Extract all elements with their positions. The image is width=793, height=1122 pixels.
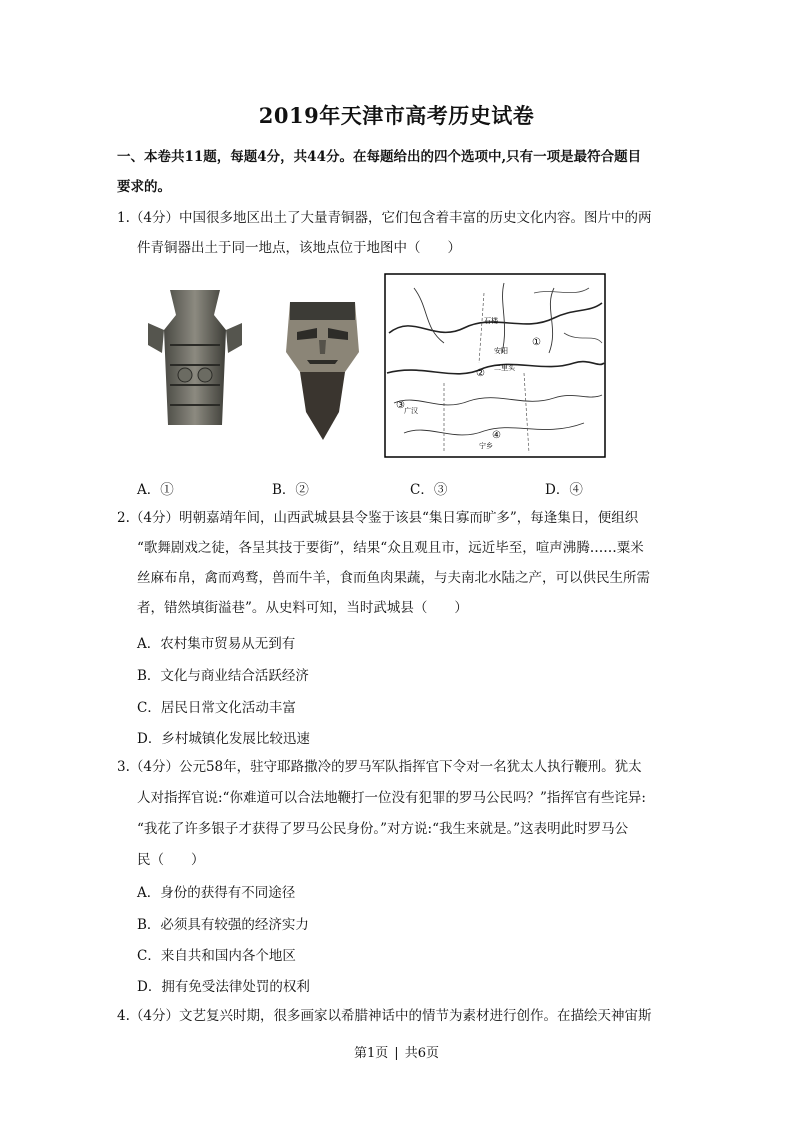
q3-stem-line4: 民（ ） (137, 852, 205, 868)
q3-stem-line2: 人对指挥官说:“你难道可以合法地鞭打一位没有犯罪的罗马公民吗？”指挥官有些诧异: (137, 790, 646, 806)
q3-stem-line3: “我花了许多银子才获得了罗马公民身份。”对方说:“我生来就是。”这表明此时罗马公 (137, 821, 629, 837)
q2-option-b[interactable]: B．文化与商业结合活跃经济 (137, 668, 309, 684)
q4-stem-line1: 4.（4分）文艺复兴时期，很多画家以希腊神话中的情节为素材进行创作。在描绘天神宙斯 (117, 1008, 652, 1024)
map-label-ningxiang: 宁乡 (479, 443, 493, 450)
map-label-guanghan: 广汉 (404, 408, 418, 415)
q3-option-d[interactable]: D．拥有免受法律处罚的权利 (137, 979, 310, 995)
map-label-shilou: 石楼 (484, 318, 498, 325)
q2-stem-line2: “歌舞剧戏之徒，各呈其技于要街”，结果“众且观且市，远近毕至，喧声沸腾……粟米 (137, 540, 644, 556)
q2-option-d[interactable]: D．乡村城镇化发展比较迅速 (137, 731, 310, 747)
page-footer (0, 1042, 793, 1061)
q1-stem-line2: 件青铜器出土于同一地点，该地点位于地图中（ ） (137, 240, 461, 256)
footer-total-pages: 共6页 (404, 1046, 439, 1061)
map-label-erlitou: 二里头 (494, 365, 515, 372)
page-title: 2019年天津市高考历史试卷 (258, 103, 535, 128)
q3-option-a[interactable]: A．身份的获得有不同途径 (137, 885, 296, 901)
section-instructions (117, 142, 687, 202)
map-marker-1: ① (532, 337, 541, 348)
q2-stem-line3: 丝麻布帛，禽而鸡鹜，兽而牛羊，食而鱼肉果蔬，与夫南北水陆之产，可以供民生所需 (137, 570, 650, 586)
q3-stem-line1: 3.（4分）公元58年，驻守耶路撒冷的罗马军队指挥官下令对一名犹太人执行鞭刑。犹太 (117, 759, 642, 775)
map-label-anyang: 安阳 (494, 348, 508, 355)
footer-separator: | (394, 1046, 399, 1061)
q3-option-c[interactable]: C．来自共和国内各个地区 (137, 948, 296, 964)
q2-option-a[interactable]: A．农村集市贸易从无到有 (137, 636, 296, 652)
q2-stem-line4: 者，错然填街溢巷”。从史料可知，当时武城县（ ） (137, 600, 468, 616)
section-instructions-line2: 要求的。 (117, 179, 171, 195)
q3-option-b[interactable]: B．必须具有较强的经济实力 (137, 917, 309, 933)
q1-option-a[interactable]: A．① (137, 482, 174, 498)
q1-option-b[interactable]: B．② (272, 482, 309, 498)
map-marker-4: ④ (492, 430, 501, 441)
q1-option-d[interactable]: D．④ (545, 482, 583, 498)
map-marker-3: ③ (396, 400, 405, 411)
q2-stem-line1: 2.（4分）明朝嘉靖年间，山西武城县县令鉴于该县“集日寡而旷多”，每逢集日，便组织 (117, 510, 639, 526)
q2-option-c[interactable]: C．居民日常文化活动丰富 (137, 700, 296, 716)
map-image (384, 273, 606, 458)
footer-page-number: 第1页 (354, 1046, 389, 1061)
q1-option-c[interactable]: C．③ (410, 482, 448, 498)
map-marker-2: ② (476, 368, 485, 379)
bronze-vessel-image (140, 285, 250, 430)
section-instructions-line1: 一、本卷共11题，每题4分，共44分。在每题给出的四个选项中,只有一项是最符合题目 (117, 149, 642, 165)
q1-stem-line1: 1.（4分）中国很多地区出土了大量青铜器，它们包含着丰富的历史文化内容。图片中的两 (117, 210, 652, 226)
bronze-mask-image (275, 292, 370, 447)
